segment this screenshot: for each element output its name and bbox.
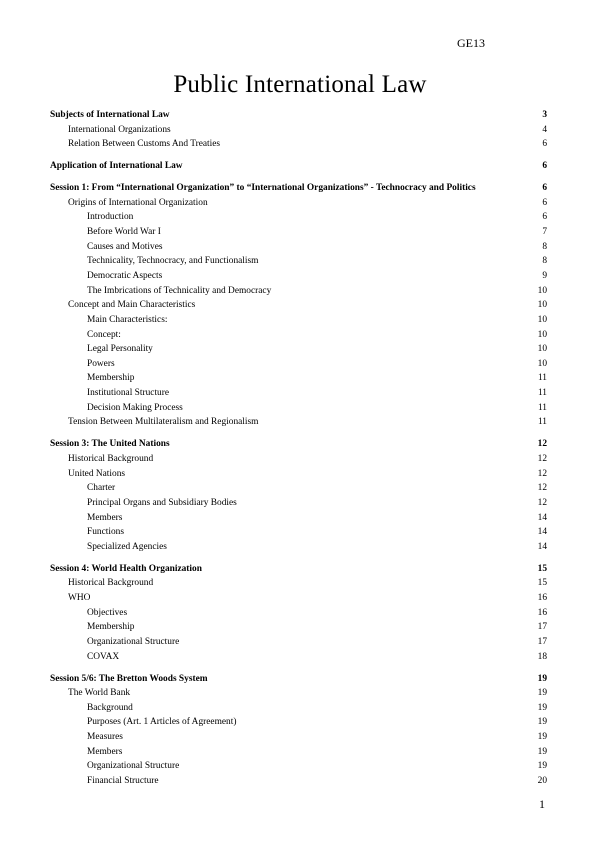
toc-entry-title: Session 5/6: The Bretton Woods System bbox=[50, 673, 208, 684]
toc-entry-page: 20 bbox=[537, 776, 547, 787]
toc-entry-title: The World Bank bbox=[68, 688, 131, 699]
toc-entry-title: Technicality, Technocracy, and Functionalism bbox=[87, 256, 259, 267]
toc-entry-page: 14 bbox=[537, 512, 547, 523]
document-title: Public International Law bbox=[173, 71, 427, 98]
toc-entry-page: 19 bbox=[537, 717, 547, 728]
toc-entry-page: 11 bbox=[537, 402, 547, 413]
toc-entry-page: 8 bbox=[542, 241, 547, 252]
toc-entry-page: 10 bbox=[537, 300, 547, 311]
toc-entry-title: Session 3: The United Nations bbox=[50, 439, 170, 450]
toc-entry[interactable] bbox=[50, 562, 547, 577]
toc-entry-title: International Organizations bbox=[68, 124, 171, 135]
toc-entry-page: 19 bbox=[537, 746, 547, 757]
toc-entry-page: 11 bbox=[537, 373, 547, 384]
toc-entry[interactable] bbox=[50, 606, 547, 621]
toc-entry-title: Concept and Main Characteristics bbox=[68, 300, 196, 311]
toc-entry-page: 15 bbox=[537, 563, 547, 574]
toc-entry[interactable] bbox=[50, 240, 547, 255]
toc-entry-title: Powers bbox=[87, 358, 115, 369]
toc-entry-title: Organizational Structure bbox=[87, 636, 180, 647]
toc-entry-title: Democratic Aspects bbox=[87, 271, 163, 281]
toc-entry-page: 6 bbox=[542, 139, 547, 150]
toc-entry[interactable] bbox=[50, 328, 547, 343]
toc-entry[interactable] bbox=[50, 196, 547, 211]
toc-entry[interactable] bbox=[50, 269, 547, 284]
toc-entry[interactable] bbox=[50, 357, 547, 372]
toc-entry-title: Origins of International Organization bbox=[68, 197, 208, 208]
toc-entry-page: 17 bbox=[537, 636, 547, 647]
toc-entry[interactable] bbox=[50, 650, 547, 665]
toc-entry-title: Subjects of International Law bbox=[50, 110, 170, 120]
toc-entry-title: Measures bbox=[87, 732, 123, 743]
toc-entry[interactable] bbox=[50, 745, 547, 760]
toc-entry-page: 9 bbox=[542, 271, 547, 281]
toc-entry-page: 8 bbox=[542, 256, 547, 267]
toc-entry-page: 19 bbox=[537, 673, 547, 684]
header-course-code: GE13 bbox=[457, 36, 485, 50]
toc-entry-page: 14 bbox=[537, 527, 547, 538]
toc-entry-title: Functions bbox=[87, 527, 124, 538]
toc-entry[interactable] bbox=[50, 511, 547, 526]
toc-entry-page: 19 bbox=[537, 732, 547, 743]
toc-entry-title: Organizational Structure bbox=[87, 761, 180, 772]
toc-entry-page: 19 bbox=[537, 761, 547, 772]
toc-entry-title: Main Characteristics: bbox=[87, 314, 168, 325]
toc-entry-page: 18 bbox=[537, 651, 547, 662]
toc-entry-title: Concept: bbox=[87, 329, 121, 340]
toc-entry-title: WHO bbox=[68, 593, 91, 604]
toc-entry-page: 10 bbox=[537, 344, 547, 355]
toc-entry[interactable] bbox=[50, 254, 547, 269]
toc-entry-page: 10 bbox=[537, 314, 547, 325]
toc-entry-title: Relation Between Customs And Treaties bbox=[68, 139, 221, 150]
toc-entry-page: 12 bbox=[537, 453, 547, 464]
toc-entry[interactable] bbox=[50, 635, 547, 650]
toc-entry-page: 10 bbox=[537, 329, 547, 340]
toc-entry[interactable] bbox=[50, 284, 547, 299]
toc-entry-title: Membership bbox=[87, 622, 135, 633]
toc-entry[interactable] bbox=[50, 540, 547, 555]
table-of-contents bbox=[50, 108, 547, 789]
toc-entry[interactable] bbox=[50, 701, 547, 716]
toc-entry[interactable] bbox=[50, 415, 547, 430]
toc-entry[interactable] bbox=[50, 181, 547, 196]
toc-entry-title: Objectives bbox=[87, 607, 128, 618]
toc-entry-page: 19 bbox=[537, 702, 547, 713]
toc-entry[interactable] bbox=[50, 225, 547, 240]
toc-entry-page: 10 bbox=[537, 358, 547, 369]
toc-entry-page: 12 bbox=[537, 497, 547, 508]
toc-entry-title: Institutional Structure bbox=[87, 388, 170, 399]
toc-entry[interactable] bbox=[50, 525, 547, 540]
toc-entry[interactable] bbox=[50, 401, 547, 416]
toc-entry-title: United Nations bbox=[68, 468, 126, 479]
toc-entry-title: Historical Background bbox=[68, 578, 154, 589]
toc-entry-title: Principal Organs and Subsidiary Bodies bbox=[87, 497, 237, 508]
toc-entry[interactable] bbox=[50, 496, 547, 511]
toc-entry-page: 12 bbox=[537, 468, 547, 479]
toc-entry[interactable] bbox=[50, 108, 547, 123]
toc-entry[interactable] bbox=[50, 210, 547, 225]
toc-entry-title: Members bbox=[87, 746, 123, 757]
toc-entry-title: Decision Making Process bbox=[87, 402, 183, 413]
toc-entry[interactable] bbox=[50, 452, 547, 467]
page-number: 1 bbox=[539, 797, 545, 811]
toc-entry-title: Before World War I bbox=[87, 227, 161, 238]
toc-entry-title: Causes and Motives bbox=[87, 241, 163, 252]
toc-entry-page: 3 bbox=[542, 110, 547, 120]
toc-entry-page: 11 bbox=[537, 388, 547, 399]
toc-entry-page: 17 bbox=[537, 622, 547, 633]
toc-entry[interactable] bbox=[50, 298, 547, 313]
toc-entry-page: 4 bbox=[542, 124, 547, 135]
toc-entry-page: 12 bbox=[537, 483, 547, 494]
toc-entry[interactable] bbox=[50, 591, 547, 606]
toc-entry-page: 11 bbox=[537, 417, 547, 428]
toc-entry[interactable] bbox=[50, 437, 547, 452]
toc-entry-page: 6 bbox=[542, 212, 547, 223]
toc-entry-page: 16 bbox=[537, 607, 547, 618]
toc-entry[interactable] bbox=[50, 730, 547, 745]
toc-entry-page: 6 bbox=[542, 161, 547, 172]
toc-entry-title: Specialized Agencies bbox=[87, 541, 167, 552]
toc-entry[interactable] bbox=[50, 467, 547, 482]
toc-entry-title: Tension Between Multilateralism and Regionalism bbox=[68, 417, 259, 428]
toc-entry[interactable] bbox=[50, 774, 547, 789]
toc-entry-title: COVAX bbox=[87, 651, 120, 662]
toc-entry-title: Session 1: From “International Organization” to “International Organizations” - Technocracy and Politics bbox=[50, 183, 476, 194]
toc-entry-title: Membership bbox=[87, 373, 135, 384]
toc-entry[interactable] bbox=[50, 342, 547, 357]
toc-entry[interactable] bbox=[50, 672, 547, 687]
toc-entry-title: Background bbox=[87, 702, 133, 713]
toc-entry-title: Introduction bbox=[87, 212, 134, 223]
toc-entry[interactable] bbox=[50, 313, 547, 328]
toc-entry-page: 14 bbox=[537, 541, 547, 552]
toc-entry[interactable] bbox=[50, 386, 547, 401]
toc-entry-title: Charter bbox=[87, 483, 116, 494]
toc-entry[interactable] bbox=[50, 159, 547, 174]
toc-entry-page: 6 bbox=[542, 183, 547, 194]
toc-entry[interactable] bbox=[50, 576, 547, 591]
toc-entry[interactable] bbox=[50, 686, 547, 701]
toc-entry[interactable] bbox=[50, 123, 547, 138]
toc-entry-page: 16 bbox=[537, 593, 547, 604]
toc-entry-title: Historical Background bbox=[68, 453, 154, 464]
toc-entry[interactable] bbox=[50, 481, 547, 496]
toc-entry-title: Session 4: World Health Organization bbox=[50, 563, 202, 574]
toc-entry[interactable] bbox=[50, 371, 547, 386]
toc-entry-title: Application of International Law bbox=[50, 161, 183, 172]
toc-entry[interactable] bbox=[50, 137, 547, 152]
toc-entry-page: 7 bbox=[542, 227, 547, 238]
toc-entry-page: 12 bbox=[537, 439, 547, 450]
toc-entry-page: 19 bbox=[537, 688, 547, 699]
toc-entry-title: Purposes (Art. 1 Articles of Agreement) bbox=[87, 717, 237, 728]
toc-entry[interactable] bbox=[50, 620, 547, 635]
toc-entry-page: 10 bbox=[537, 285, 547, 296]
toc-entry-title: Legal Personality bbox=[87, 344, 153, 355]
toc-entry-title: The Imbrications of Technicality and Democracy bbox=[87, 285, 272, 296]
toc-entry-page: 15 bbox=[537, 578, 547, 589]
toc-entry-page: 6 bbox=[542, 197, 547, 208]
toc-entry[interactable] bbox=[50, 759, 547, 774]
toc-entry-title: Financial Structure bbox=[87, 776, 159, 787]
toc-entry-title: Members bbox=[87, 512, 123, 523]
toc-entry[interactable] bbox=[50, 715, 547, 730]
